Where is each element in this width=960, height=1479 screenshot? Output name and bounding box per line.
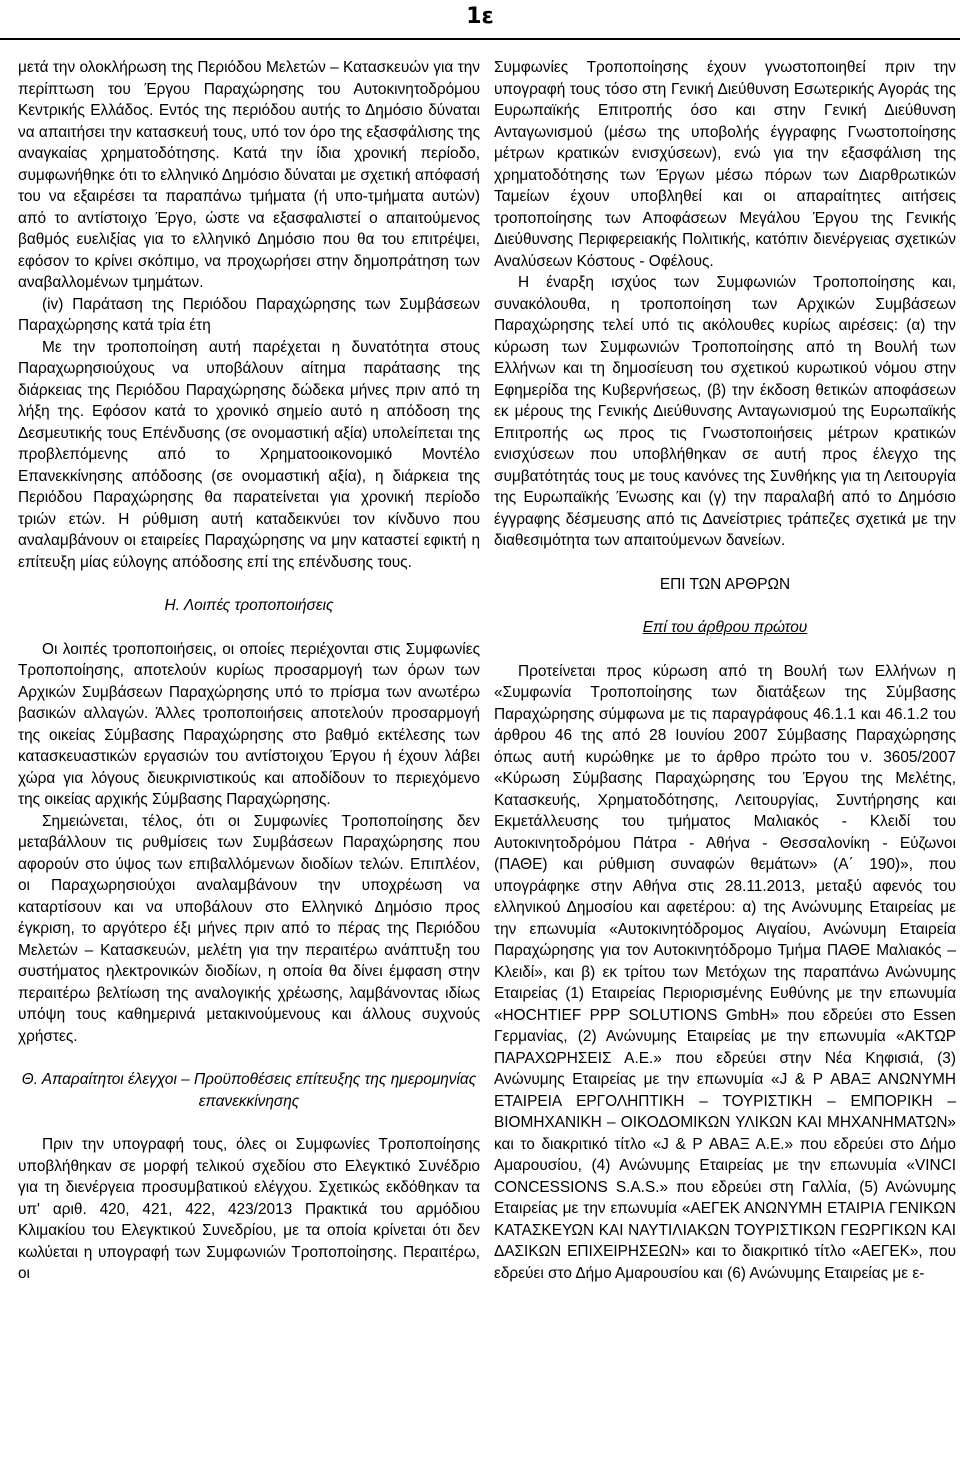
left-paragraph-1: μετά την ολοκλήρωση της Περιόδου Μελετών – Κατασκευών για την περίπτωση του Έργου Παραχώρησης του Αυτοκινητοδρόμου Κεντρικής Ελλάδος. Εντός της περιόδου αυτής το Δημόσιο δύναται να απαιτήσει την κατασκευή τους, υπό τον όρο της εξασφάλισης της αναγκαίας χρηματοδότησης. Κατά την ίδια χρονική περίοδο, συμφωνήθηκε ότι το ελληνικό Δημόσιο δύναται με σχετική απόφασή του να εξαιρέσει τα παραπάνω τμήματα (ή υπο-τμήματα αυτών) από το αντίστοιχο Έργο, ώστε να εξασφαλιστεί ο απαιτούμενος βαθμός ευελιξίας για το ελληνικό Δημόσιο που θα του επιτρέψει, εφόσον το κρίνει σκόπιμο, να προχωρήσει στην δημοπράτηση των αναβαλλομένων τμημάτων. <box>18 59 480 291</box>
article-one-heading: Επί του άρθρου πρώτου <box>642 619 808 636</box>
page-number: 1ε <box>466 4 494 29</box>
section-heading-articles: ΕΠΙ ΤΩΝ ΑΡΘΡΩΝ <box>659 575 791 593</box>
right-paragraph-2: Η έναρξη ισχύος των Συμφωνιών Τροποποίησης και, συνακόλουθα, η τροποποίηση των Αρχικών Συμβάσεων Παραχώρησης τελεί υπό τις ακόλουθες κυρίως αιρέσεις: (α) την κύρωση των Συμφωνιών Τροποποίησης από τη Βουλή των Ελλήνων και τη δημοσίευση του σχετικού κυρωτικού νόμου στην Εφημερίδα της Κυβερνήσεως, (β) την έκδοση θετικών αποφάσεων εκ μέρους της Γενικής Διεύθυνσης Ανταγωνισμού της Ευρωπαϊκής Επιτροπής ως προς τις Γνωστοποιήσεις μέτρων κρατικών ενισχύσεων που υποβλήθηκαν σε αυτή προς έλεγχο της συμβατότητάς τους με τους κανόνες της Συνθήκης για τη Λειτουργία της Ευρωπαϊκής Ένωσης και (γ) την παραλαβή από το Δημόσιο έγγραφης δέσμευσης από τις Δανείστριες τράπεζες σχετικά με την διαθεσιμότητα των απαιτούμενων δανείων. <box>494 274 956 549</box>
right-paragraph-1: Συμφωνίες Τροποποίησης έχουν γνωστοποιηθεί πριν την υπογραφή τους τόσο στη Γενική Διεύθυνση Εσωτερικής Αγοράς της Ευρωπαϊκής Επιτροπής όσο και στην Γενική Διεύθυνση Ανταγωνισμού (μέσω της υποβολής έγγραφης Γνωστοποίησης μέτρων κρατικών ενισχύσεων), ενώ για την εξασφάλιση της χρηματοδότησης των Έργων μέσω πόρων των Διαρθρωτικών Ταμείων έχουν υποβληθεί και οι απαραίτητες αιτήσεις τροποποίησης των Αποφάσεων Μεγάλου Έργου της Γενικής Διεύθυνσης Περιφερειακής Πολιτικής, κατόπιν διενέργειας σχετικών Αναλύσεων Κόστους - Οφέλους. <box>494 59 956 270</box>
header-rule <box>0 38 960 40</box>
left-paragraph-5: Σημειώνεται, τέλος, ότι οι Συμφωνίες Τροποποίησης δεν μεταβάλλουν τις ρυθμίσεις των Συμβάσεων Παραχώρησης που αφορούν στο ύψος των επιβαλλόμενων διοδίων τελών. Επιπλέον, οι Παραχωρησιούχοι αναλαμβάνουν την υποχρέωση να καταρτίσουν και να υποβάλουν στο Ελληνικό Δημόσιο προς έγκριση, το αργότερο έξι μήνες πριν από το πέρας της Περιόδου Μελετών – Κατασκευών, μελέτη για την περαιτέρω ανάπτυξη του συστήματος ηλεκτρονικών διοδίων, η οποία θα δίνει έμφαση στην περαιτέρω βελτίωση της αναλογικής χρέωσης, λαμβάνοντας ιδίως υπόψη τους καθημερινά μετακινούμενους και άλλους συχνούς χρήστες. <box>18 812 480 1045</box>
section-heading-theta: Θ. Απαραίτητοι έλεγχοι – Προϋποθέσεις επίτευξης της ημερομηνίας επανεκκίνησης <box>21 1071 477 1110</box>
left-paragraph-4: Οι λοιπές τροποποιήσεις, οι οποίες περιέχονται στις Συμφωνίες Τροποποίησης, αποτελούν κυρίως προσαρμογή των όρων των Αρχικών Συμβάσεων Παραχώρησης υπό το πρίσμα των ανωτέρω βασικών αλλαγών. Άλλες τροποποιήσεις αποτελούν προσαρμογή της οικείας Σύμβασης Παραχώρησης στο βαθμό εκτέλεσης των κατασκευαστικών εργασιών του αντίστοιχου Έργου ή έχουν λάβει χώρα για λόγους διευκρινιστικούς και αποδίδουν το περιεχόμενο της οικείας αρχικής Σύμβασης Παραχώρησης. <box>18 640 480 808</box>
left-paragraph-2: (iv) Παράταση της Περιόδου Παραχώρησης των Συμβάσεων Παραχώρησης κατά τρία έτη <box>18 295 480 334</box>
left-paragraph-6: Πριν την υπογραφή τους, όλες οι Συμφωνίες Τροποποίησης υποβλήθηκαν σε μορφή τελικού σχεδίου στο Ελεγκτικό Συνέδριο για τη διενέργεια προσυμβατικού ελέγχου. Σχετικώς εκδόθηκαν τα υπ' αριθ. 420, 421, 422, 423/2013 Πρακτικά του αρμόδιου Κλιμακίου του Ελεγκτικού Συνεδρίου, με τα οποία κρίνεται ότι δεν κωλύεται η υπογραφή των Συμφωνιών Τροποποίησης. Περαιτέρω, οι <box>18 1136 480 1282</box>
left-paragraph-3: Με την τροποποίηση αυτή παρέχεται η δυνατότητα στους Παραχωρησιούχους να υποβάλουν αίτημα παράτασης της διάρκειας της Περιόδου Παραχώρησης δώδεκα μήνες πριν από τη λήξη της. Εφόσον κατά το χρονικό σημείο αυτό η απόδοση της Δεσμευτικής τους Επένδυσης (σε ονομαστική αξία) υπολείπεται της προβλεπόμενης από το Χρηματοοικονομικό Μοντέλο Επανεκκίνησης απόδοσης (σε ονομαστική αξία), η διάρκεια της Περιόδου Παραχώρησης θα παρατείνεται για χρονική περίοδο τριών ετών. Η ρύθμιση αυτή καταδεικνύει τον κίνδυνο που αναλαμβάνουν οι εταιρείες Παραχώρησης να μην καταστεί εφικτή η επίτευξη μίας εύλογης απόδοσης επί της επένδυσης τους. <box>18 338 480 571</box>
right-paragraph-3: Προτείνεται προς κύρωση από τη Βουλή των Ελλήνων η «Συμφωνία Τροποποίησης των διατάξεων της Σύμβασης Παραχώρησης σύμφωνα με τις παραγράφους 46.1.1 και 46.1.2 του άρθρου 46 της από 28 Ιουνίου 2007 Σύμβασης Παραχώρησης όπως αυτή κυρώθηκε με το άρθρο πρώτο του ν. 3605/2007 «Κύρωση Σύμβασης Παραχώρησης του Έργου της Μελέτης, Κατασκευής, Χρηματοδότησης, Λειτουργίας, Συντήρησης και Εκμετάλλευσης του τμήματος Μαλιακός - Κλειδί του Αυτοκινητοδρόμου Πάτρα - Αθήνα - Θεσσαλονίκη - Εύζωνοι (ΠΑΘΕ) και ρύθμιση συναφών θεμάτων» (Α΄ 190)», που υπογράφηκε στην Αθήνα στις 28.11.2013, μεταξύ αφενός του ελληνικού Δημοσίου και αφετέρου: α) της Ανώνυμης Εταιρείας με την επωνυμία «Αυτοκινητόδρομος Αιγαίου, Ανώνυμη Εταιρεία Παραχώρησης για τον Αυτοκινητόδρομο Τμήμα ΠΑΘΕ Μαλιακός – Κλειδί», και β) εκ τρίτου των Μετόχων της παραπάνω Ανώνυμης Εταιρείας (1) Εταιρείας Περιορισμένης Ευθύνης με την επωνυμία «HOCHTIEF PPP SOLUTIONS GmbH» που εδρεύει στο Essen Γερμανίας, (2) Ανώνυμης Εταιρείας με την επωνυμία «ΑΚΤΩΡ ΠΑΡΑΧΩΡΗΣΕΙΣ Α.Ε.» που εδρεύει στην Νέα Κηφισιά, (3) Ανώνυμης Εταιρείας με την επωνυμία «J & P ΑΒΑΞ ΑΝΩΝΥΜΗ ΕΤΑΙΡΕΙΑ ΕΡΓΟΛΗΠΤΙΚΗ – ΤΟΥΡΙΣΤΙΚΗ – ΕΜΠΟΡΙΚΗ – ΒΙΟΜΗΧΑΝΙΚΗ – ΟΙΚΟΔΟΜΙΚΩΝ ΥΛΙΚΩΝ ΚΑΙ ΜΗΧΑΝΗΜΑΤΩΝ» και το διακριτικό τίτλο «J & P ΑΒΑΞ Α.Ε.» που εδρεύει στο Δήμο Αμαρουσίου, (4) Ανώνυμης Εταιρείας με την επωνυμία «VINCI CONCESSIONS S.A.S.» που εδρεύει στη Γαλλία, (5) Ανώνυμης Εταιρείας με την επωνυμία «ΑΕΓΕΚ ΑΝΩΝΥΜΗ ΕΤΑΙΡΙΑ ΓΕΝΙΚΩΝ ΚΑΤΑΣΚΕΥΩΝ ΚΑΙ ΝΑΥΤΙΛΙΑΚΩΝ ΤΟΥΡΙΣΤΙΚΩΝ ΓΕΩΡΓΙΚΩΝ ΚΑΙ ΔΑΣΙΚΩΝ ΕΠΙΧΕΙΡΗΣΕΩΝ» και το διακριτικό τίτλο «ΑΕΓΕΚ», που εδρεύει στο Δήμο Αμαρουσίου και (6) Ανώνυμης Εταιρείας με ε- <box>494 662 956 1282</box>
section-heading-h: Η. Λοιπές τροποποιήσεις <box>164 597 334 614</box>
right-column <box>494 57 956 1284</box>
left-column <box>18 57 480 1285</box>
